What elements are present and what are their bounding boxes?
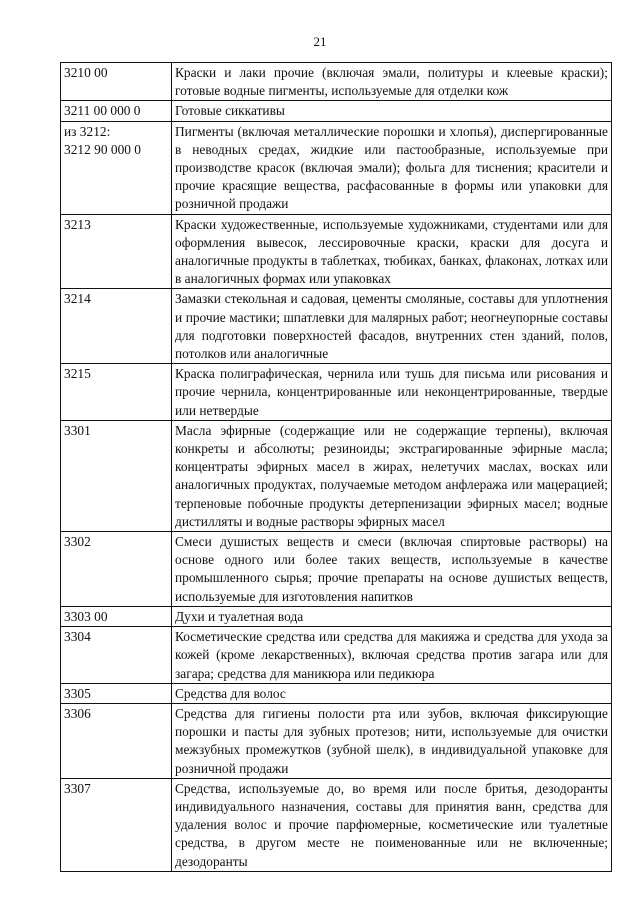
description-cell: Косметические средства или средства для макияжа и средства для ухода за кожей (кроме лекарственных), включая средства против загара или для загара; средства для маникюра или педикюра bbox=[172, 627, 612, 684]
table-row bbox=[61, 683, 612, 703]
table-row bbox=[61, 703, 612, 778]
description-cell: Духи и туалетная вода bbox=[172, 606, 612, 626]
description-cell: Смеси душистых веществ и смеси (включая спиртовые растворы) на основе одного или более таких веществ, используемые в качестве промышленного сырья; прочие препараты на основе душистых веществ, используемые для изготовления напитков bbox=[172, 532, 612, 607]
code-cell: 3213 bbox=[61, 214, 172, 289]
code-cell: 3215 bbox=[61, 364, 172, 421]
code-cell: из 3212: 3212 90 000 0 bbox=[61, 121, 172, 214]
description-cell: Готовые сиккативы bbox=[172, 101, 612, 121]
description-cell: Краска полиграфическая, чернила или тушь для письма или рисования и прочие чернила, концентрированные или неконцентрированные, твердые или нетвердые bbox=[172, 364, 612, 421]
description-cell: Пигменты (включая металлические порошки и хлопья), диспергированные в неводных средах, жидкие или пастообразные, используемые при производстве красок (включая эмали); фольга для тиснения; красители и прочие красящие вещества, расфасованные в формы или упаковки для розничной продажи bbox=[172, 121, 612, 214]
description-cell: Средства для волос bbox=[172, 683, 612, 703]
table-row bbox=[61, 778, 612, 871]
description-cell: Замазки стекольная и садовая, цементы смоляные, составы для уплотнения и прочие мастики; шпатлевки для малярных работ; неогнеупорные составы для подготовки поверхностей фасадов, внутренних стен зданий, полов, потолков или аналогичные bbox=[172, 289, 612, 364]
code-cell: 3214 bbox=[61, 289, 172, 364]
code-cell: 3306 bbox=[61, 703, 172, 778]
table-row bbox=[61, 289, 612, 364]
code-cell: 3305 bbox=[61, 683, 172, 703]
table-row bbox=[61, 420, 612, 531]
page-number: 21 bbox=[313, 34, 327, 49]
description-cell: Краски художественные, используемые художниками, студентами или для оформления вывесок, лессировочные краски, краски для досуга и аналогичные продукты в таблетках, тюбиках, банках, флаконах, лотках или в аналогичных формах или упаковках bbox=[172, 214, 612, 289]
table-row bbox=[61, 364, 612, 421]
code-cell: 3210 00 bbox=[61, 63, 172, 101]
code-cell: 3304 bbox=[61, 627, 172, 684]
description-cell: Средства, используемые до, во время или после бритья, дезодоранты индивидуального назначения, составы для принятия ванн, средства для удаления волос и прочие парфюмерные, косметические или туалетные средства, в другом месте не поименованные или не включенные; дезодоранты bbox=[172, 778, 612, 871]
tnved-code-table bbox=[60, 62, 612, 872]
table-row bbox=[61, 101, 612, 121]
code-cell: 3301 bbox=[61, 420, 172, 531]
table-row bbox=[61, 121, 612, 214]
description-cell: Краски и лаки прочие (включая эмали, политуры и клеевые краски); готовые водные пигменты, используемые для отделки кож bbox=[172, 63, 612, 101]
table-body bbox=[61, 63, 612, 872]
table-row bbox=[61, 532, 612, 607]
code-cell: 3307 bbox=[61, 778, 172, 871]
description-cell: Масла эфирные (содержащие или не содержащие терпены), включая конкреты и абсолюты; резиноиды; экстрагированные эфирные масла; концентраты эфирных масел в жирах, нелетучих маслах, восках или аналогичных продуктах, получаемые методом анфлеража или мацерацией; терпеновые побочные продукты детерпенизации эфирных масел; водные дистилляты и водные растворы эфирных масел bbox=[172, 420, 612, 531]
code-cell: 3302 bbox=[61, 532, 172, 607]
code-cell: 3303 00 bbox=[61, 606, 172, 626]
table-row bbox=[61, 214, 612, 289]
code-cell: 3211 00 000 0 bbox=[61, 101, 172, 121]
table-row bbox=[61, 606, 612, 626]
table-row bbox=[61, 627, 612, 684]
table-row bbox=[61, 63, 612, 101]
description-cell: Средства для гигиены полости рта или зубов, включая фиксирующие порошки и пасты для зубных протезов; нити, используемые для очистки межзубных промежутков (зубной шелк), в индивидуальной упаковке для розничной продажи bbox=[172, 703, 612, 778]
